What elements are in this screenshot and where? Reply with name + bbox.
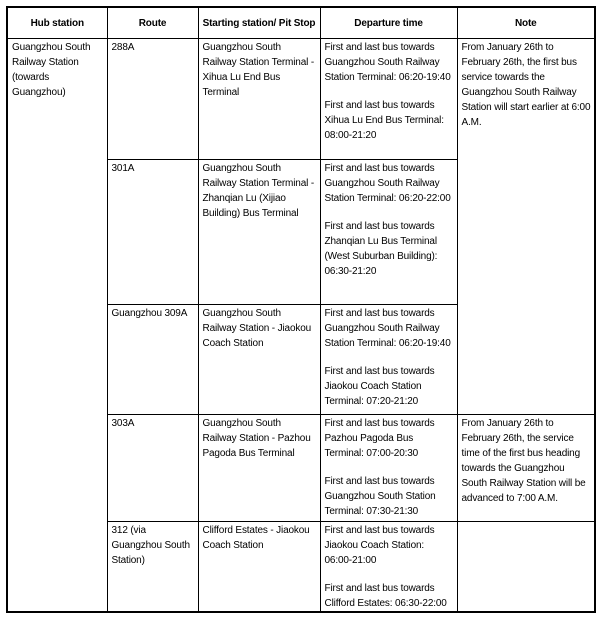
route-cell: 288A — [107, 39, 198, 160]
header-row — [7, 7, 595, 39]
departure-paragraph: First and last bus towards Jiaokou Coach Station: 06:00-21:00 — [324, 525, 435, 566]
starting-station-cell: Guangzhou South Railway Station - Pazhou Pagoda Bus Terminal — [198, 415, 320, 522]
starting-station-cell: Clifford Estates - Jiaokou Coach Station — [198, 522, 320, 613]
header-route: Route — [107, 7, 198, 39]
departure-paragraph: First and last bus towards Guangzhou South Railway Station Terminal: 06:20-19:40 — [324, 42, 451, 83]
route-cell: 312 (via Guangzhou South Station) — [107, 522, 198, 613]
departure-paragraph: First and last bus towards Xihua Lu End Bus Terminal: 08:00-21:20 — [324, 100, 444, 141]
hub-station-cell: Guangzhou South Railway Station (towards Guangzhou) — [7, 39, 107, 613]
route-cell: 303A — [107, 415, 198, 522]
departure-time-cell — [320, 522, 457, 613]
departure-paragraph: First and last bus towards Pazhou Pagoda Bus Terminal: 07:00-20:30 — [324, 418, 435, 459]
starting-station-cell: Guangzhou South Railway Station - Jiaokou Coach Station — [198, 305, 320, 415]
departure-paragraph: First and last bus towards Guangzhou South Railway Station Terminal: 06:20-22:00 — [324, 163, 451, 204]
departure-time-cell — [320, 160, 457, 305]
departure-paragraph: First and last bus towards Guangzhou South Railway Station Terminal: 06:20-19:40 — [324, 308, 451, 349]
note-cell: From January 26th to February 26th, the service time of the first bus heading towards the Guangzhou South Railway Station will be advanced to 7:00 A.M. — [457, 415, 595, 522]
departure-paragraph: First and last bus towards Clifford Estates: 06:30-22:00 — [324, 583, 447, 609]
route-cell: 301A — [107, 160, 198, 305]
header-departure-time: Departure time — [320, 7, 457, 39]
departure-paragraph: First and last bus towards Zhanqian Lu Bus Terminal (West Suburban Building): 06:30-21:20 — [324, 221, 438, 277]
note-cell — [457, 522, 595, 613]
header-note: Note — [457, 7, 595, 39]
bus-schedule-table — [6, 6, 596, 613]
header-hub-station: Hub station — [7, 7, 107, 39]
starting-station-cell: Guangzhou South Railway Station Terminal - Zhanqian Lu (Xijiao Building) Bus Terminal — [198, 160, 320, 305]
note-cell: From January 26th to February 26th, the first bus service towards the Guangzhou South Railway Station will start earlier at 6:00 A.M. — [457, 39, 595, 415]
departure-time-cell — [320, 305, 457, 415]
departure-time-cell — [320, 415, 457, 522]
departure-time-cell — [320, 39, 457, 160]
route-cell: Guangzhou 309A — [107, 305, 198, 415]
table-row — [7, 39, 595, 160]
starting-station-cell: Guangzhou South Railway Station Terminal - Xihua Lu End Bus Terminal — [198, 39, 320, 160]
departure-paragraph: First and last bus towards Guangzhou South Station Terminal: 07:30-21:30 — [324, 476, 436, 517]
departure-paragraph: First and last bus towards Jiaokou Coach Station Terminal: 07:20-21:20 — [324, 366, 435, 407]
header-starting-station: Starting station/ Pit Stop — [198, 7, 320, 39]
